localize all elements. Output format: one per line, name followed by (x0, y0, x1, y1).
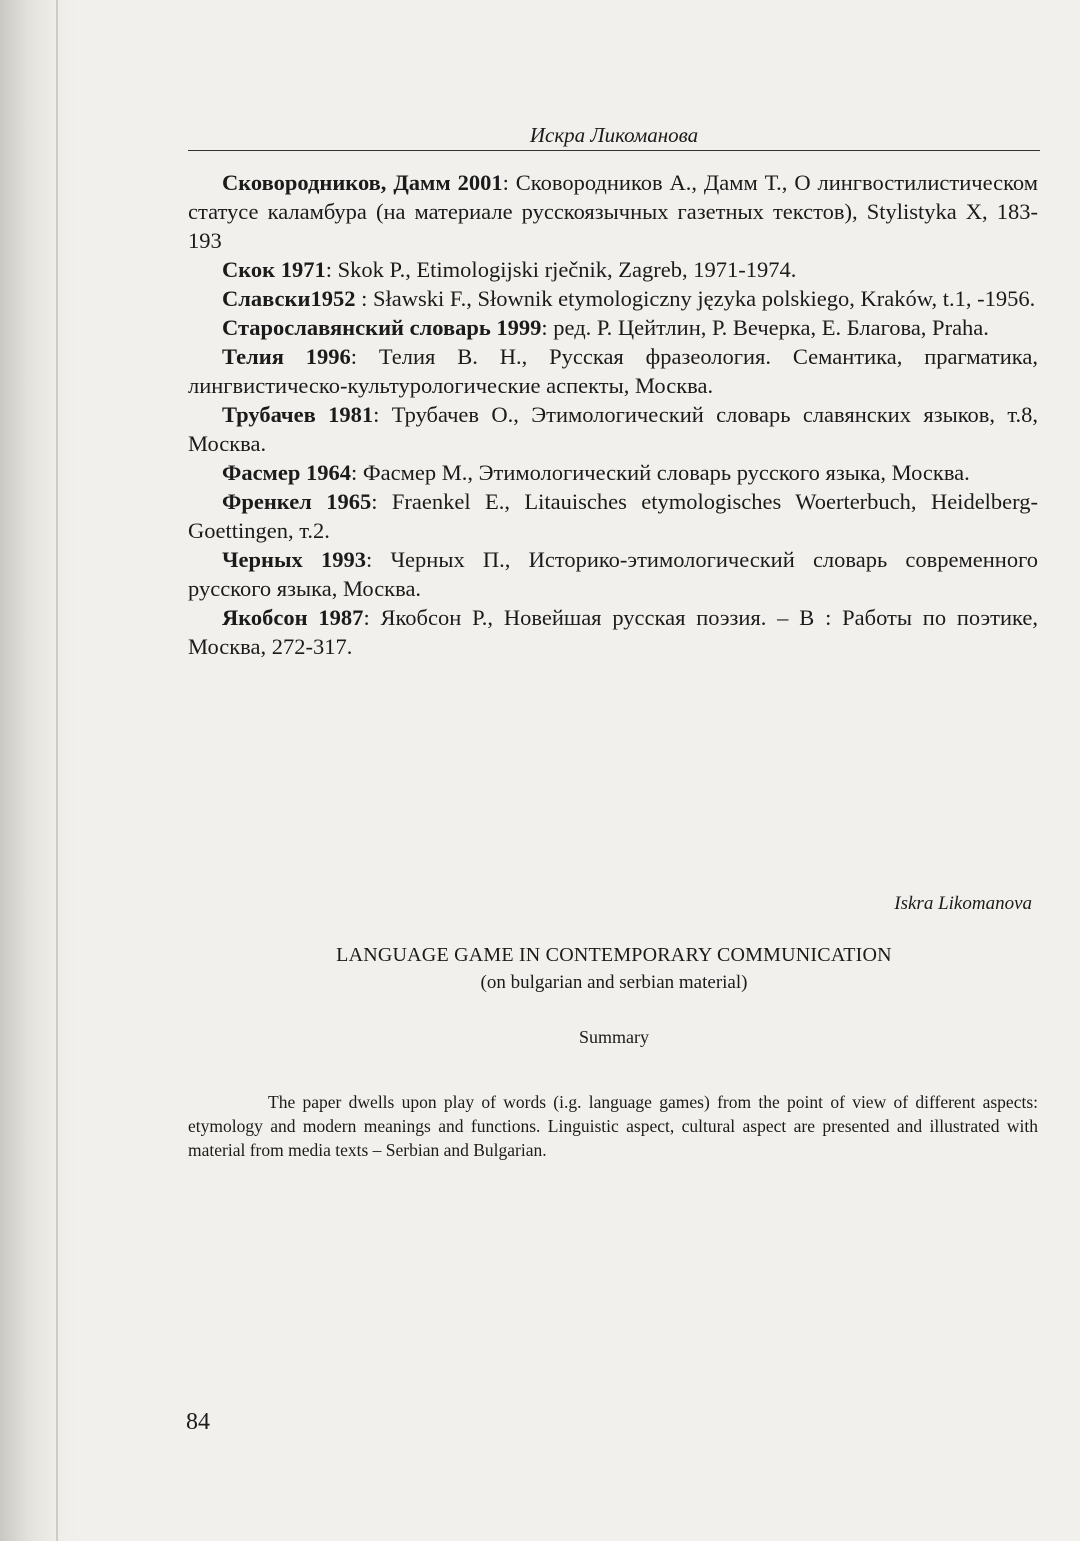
reference-key: Сковородников, Дамм 2001 (222, 170, 503, 195)
summary-title: LANGUAGE GAME IN CONTEMPORARY COMMUNICATION (336, 944, 892, 966)
header-rule (188, 150, 1040, 151)
reference-key: Фасмер 1964 (222, 460, 352, 485)
reference-text: Sławski F., Słownik etymologiczny języka polskiego, Kraków, t.1, -1956. (372, 286, 1036, 311)
reference-entry (188, 168, 1038, 255)
reference-entry (188, 603, 1038, 661)
reference-text: Трубачев О., Этимологический словарь славянских языков, т.8, Москва. (188, 402, 1038, 456)
reference-key: Старославянский словарь 1999 (222, 315, 542, 340)
reference-text: Черных П., Историко-этимологический словарь современного русского языка, Москва. (188, 547, 1038, 601)
reference-entry (188, 255, 1038, 284)
reference-entry (188, 400, 1038, 458)
reference-separator: : (373, 402, 392, 427)
reference-key: Трубачев 1981 (222, 402, 374, 427)
summary-subtitle: (on bulgarian and serbian material) (480, 972, 748, 993)
page-number: 84 (186, 1409, 210, 1435)
reference-entry (188, 342, 1038, 400)
reference-entry (188, 545, 1038, 603)
reference-list (188, 168, 1038, 661)
reference-separator: : (541, 315, 554, 340)
reference-key: Скок 1971 (222, 257, 326, 282)
reference-key: Славски1952 (222, 286, 356, 311)
reference-text: Телия В. Н., Русская фразеология. Семантика, прагматика, лингвистическо-культурологические аспекты, Москва. (188, 344, 1038, 398)
reference-entry (188, 284, 1038, 313)
reference-text: Fraenkel E., Litauisches etymologisches Woerterbuch, Heidelberg-Goettingen, т.2. (188, 489, 1038, 543)
reference-separator: : (502, 170, 516, 195)
reference-key: Телия 1996 (222, 344, 351, 369)
reference-separator: : (355, 286, 373, 311)
summary-author: Iskra Likomanova (894, 893, 1032, 914)
reference-entry (188, 313, 1038, 342)
summary-heading: Summary (579, 1027, 649, 1047)
reference-entry (188, 487, 1038, 545)
reference-separator: : (363, 605, 381, 630)
running-header: Искра Ликоманова (529, 123, 699, 147)
summary-body: The paper dwells upon play of words (i.g. language games) from the point of view of different aspects: etymology and modern meanings and functions. Linguistic aspect, cultural aspect are presented and illustrated with material from media texts – Serbian and Bulgarian. (188, 1092, 1038, 1160)
reference-text: Якобсон Р., Новейшая русская поэзия. – В : Работы по поэтике, Москва, 272-317. (188, 605, 1038, 659)
reference-separator: : (350, 344, 379, 369)
binding-edge (56, 0, 58, 1541)
reference-text: Фасмер М., Этимологический словарь русского языка, Москва. (362, 460, 970, 485)
reference-entry (188, 458, 1038, 487)
reference-key: Черных 1993 (222, 547, 366, 572)
reference-text: Сковородников А., Дамм Т., О лингвостилистическом статусе каламбура (на материале русскоязычных газетных текстов), Stylistyka X, 183-193 (188, 170, 1038, 253)
reference-separator: : (351, 460, 363, 485)
reference-key: Якобсон 1987 (222, 605, 364, 630)
book-binding-shadow (0, 0, 78, 1541)
reference-separator: : (365, 547, 391, 572)
reference-key: Френкел 1965 (222, 489, 372, 514)
reference-separator: : (371, 489, 392, 514)
reference-separator: : (325, 257, 338, 282)
reference-text: Skok P., Etimologijski rječnik, Zagreb, 1971-1974. (337, 257, 797, 282)
reference-text: ред. Р. Цейтлин, Р. Вечерка, Е. Благова, Praha. (553, 315, 989, 340)
